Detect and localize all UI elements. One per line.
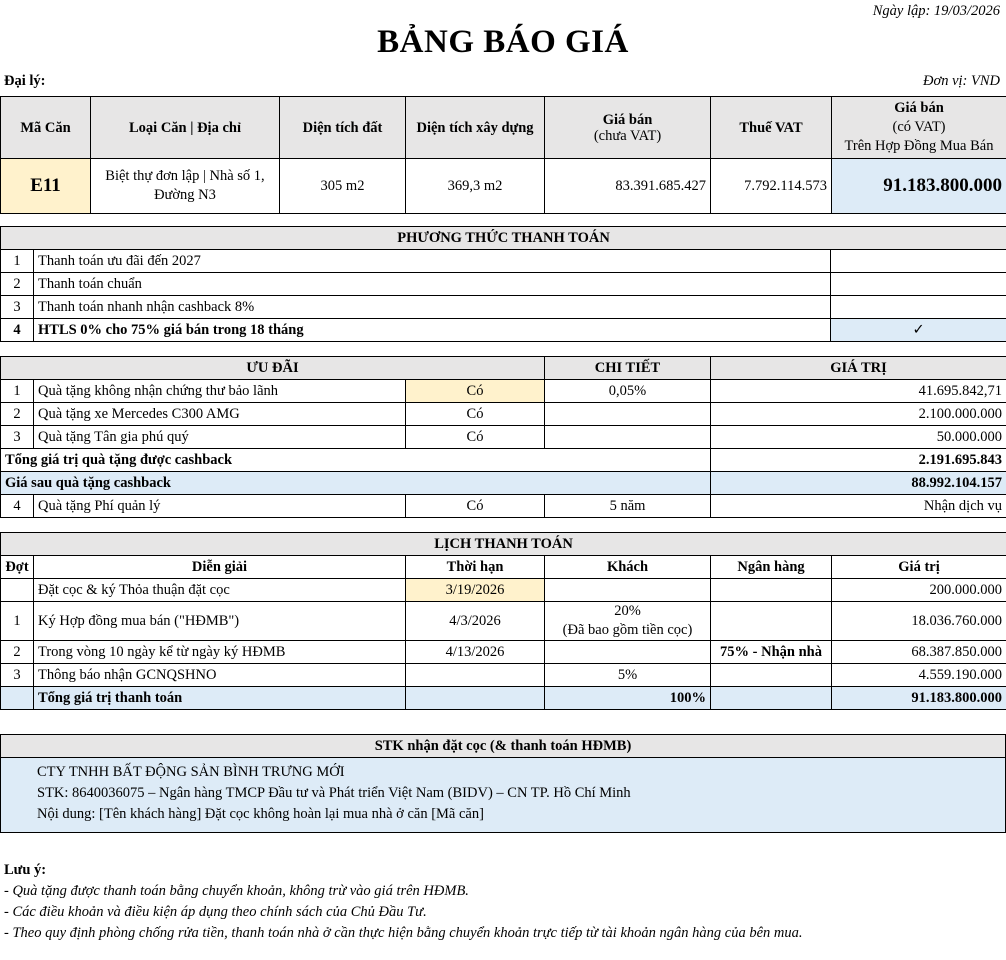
schedule-bank <box>711 602 832 641</box>
header-vat: Thuế VAT <box>711 97 832 159</box>
schedule-value: 18.036.760.000 <box>832 602 1006 641</box>
currency-unit: Đơn vị: VND <box>922 73 1000 89</box>
price-table <box>0 96 1006 214</box>
payment-method-no: 3 <box>1 296 34 319</box>
schedule-header-due: Thời hạn <box>406 556 545 579</box>
schedule-due: 4/3/2026 <box>406 602 545 641</box>
offers-header-value: GIÁ TRỊ <box>711 357 1006 380</box>
table-row <box>1 426 1006 449</box>
offer-status: Có <box>406 495 545 518</box>
table-row <box>1 641 1006 664</box>
payment-method-label: Thanh toán ưu đãi đến 2027 <box>34 250 831 273</box>
schedule-bank <box>711 579 832 602</box>
header-total-line1: Giá bán <box>894 100 944 116</box>
table-row <box>1 403 1006 426</box>
offers-total-value: 2.191.695.843 <box>711 449 1006 472</box>
unit-type <box>91 159 280 214</box>
schedule-bank: 75% - Nhận nhà <box>711 641 832 664</box>
offer-value: 41.695.842,71 <box>711 380 1006 403</box>
unit-type-line1: Biệt thự đơn lập | Nhà số 1, <box>105 168 265 184</box>
schedule-desc: Ký Hợp đồng mua bán ("HĐMB") <box>34 602 406 641</box>
offers-total-label: Tổng giá trị quà tặng được cashback <box>1 449 711 472</box>
offer-detail: 0,05% <box>545 380 711 403</box>
offer-no: 4 <box>1 495 34 518</box>
schedule-no <box>1 579 34 602</box>
bank-company-name: CTY TNHH BẤT ĐỘNG SẢN BÌNH TRƯNG MỚI <box>37 764 345 780</box>
header-type: Loại Căn | Địa chỉ <box>91 97 280 159</box>
bank-info-title: STK nhận đặt cọc (& thanh toán HĐMB) <box>1 735 1006 758</box>
issue-date: Ngày lập: 19/03/2026 <box>872 3 1000 19</box>
list-item <box>1 250 1006 273</box>
payment-method-label: Thanh toán chuẩn <box>34 273 831 296</box>
payment-method-check <box>831 296 1006 319</box>
schedule-value: 200.000.000 <box>832 579 1006 602</box>
schedule-customer-note: (Đã bao gồm tiền cọc) <box>562 622 693 638</box>
header-price-line2: (chưa VAT) <box>593 127 662 144</box>
bank-info-body <box>1 758 1006 833</box>
list-item <box>1 296 1006 319</box>
payment-method-no: 1 <box>1 250 34 273</box>
offer-value: 2.100.000.000 <box>711 403 1006 426</box>
unit-land-area: 305 m2 <box>280 159 406 214</box>
schedule-due <box>406 664 545 687</box>
schedule-header-customer: Khách <box>545 556 711 579</box>
offer-label: Quà tặng Phí quản lý <box>34 495 406 518</box>
offer-no: 1 <box>1 380 34 403</box>
checkmark-icon: ✓ <box>831 319 1006 342</box>
schedule-title: LỊCH THANH TOÁN <box>1 533 1006 556</box>
header-price-line1: Giá bán <box>602 111 653 128</box>
schedule-header-value: Giá trị <box>832 556 1006 579</box>
bank-transfer-content: Nội dung: [Tên khách hàng] Đặt cọc không hoàn lại mua nhà ở căn [Mã căn] <box>37 806 484 822</box>
schedule-customer <box>545 602 711 641</box>
list-item <box>1 273 1006 296</box>
offer-status: Có <box>406 426 545 449</box>
payment-methods-table <box>0 226 1006 342</box>
table-row <box>1 380 1006 403</box>
payment-method-label: Thanh toán nhanh nhận cashback 8% <box>34 296 831 319</box>
payment-method-no: 4 <box>1 319 34 342</box>
unit-build-area: 369,3 m2 <box>406 159 545 214</box>
schedule-no: 1 <box>1 602 34 641</box>
offers-header-detail: CHI TIẾT <box>545 357 711 380</box>
schedule-due: 4/13/2026 <box>406 641 545 664</box>
notes-section <box>4 860 803 944</box>
offer-no: 2 <box>1 403 34 426</box>
header-code: Mã Căn <box>1 97 91 159</box>
schedule-total-value: 91.183.800.000 <box>832 687 1006 710</box>
notes-title: Lưu ý: <box>4 862 47 878</box>
schedule-customer: 5% <box>545 664 711 687</box>
price-after-cashback-value: 88.992.104.157 <box>711 472 1006 495</box>
payment-method-label: HTLS 0% cho 75% giá bán trong 18 tháng <box>34 319 831 342</box>
schedule-value: 68.387.850.000 <box>832 641 1006 664</box>
offer-no: 3 <box>1 426 34 449</box>
agent-label: Đại lý: <box>4 73 46 89</box>
schedule-desc: Đặt cọc & ký Thỏa thuận đặt cọc <box>34 579 406 602</box>
header-price-with-vat <box>832 97 1006 159</box>
offer-status: Có <box>406 403 545 426</box>
payment-schedule-table <box>0 532 1006 710</box>
offers-header-name: ƯU ĐÃI <box>1 357 545 380</box>
header-total-line3: Trên Hợp Đồng Mua Bán <box>844 138 994 154</box>
page-title: BẢNG BÁO GIÁ <box>377 24 629 60</box>
header-total-line2: (có VAT) <box>892 119 946 135</box>
note-item: - Quà tặng được thanh toán bằng chuyển khoản, không trừ vào giá trên HĐMB. <box>4 883 469 899</box>
schedule-customer <box>545 641 711 664</box>
bank-info-table <box>0 734 1006 833</box>
schedule-total-row <box>1 687 1006 710</box>
offer-label: Quà tặng Tân gia phú quý <box>34 426 406 449</box>
note-item: - Các điều khoản và điều kiện áp dụng theo chính sách của Chủ Đầu Tư. <box>4 904 427 920</box>
offer-value: Nhận dịch vụ <box>711 495 1006 518</box>
payment-method-check <box>831 250 1006 273</box>
price-after-cashback-label: Giá sau quà tặng cashback <box>1 472 711 495</box>
offer-status: Có <box>406 380 545 403</box>
schedule-customer <box>545 579 711 602</box>
schedule-total-empty <box>406 687 545 710</box>
offers-table <box>0 356 1006 518</box>
offers-total-row <box>1 449 1006 472</box>
payment-method-no: 2 <box>1 273 34 296</box>
offer-value: 50.000.000 <box>711 426 1006 449</box>
offer-detail: 5 năm <box>545 495 711 518</box>
schedule-header-bank: Ngân hàng <box>711 556 832 579</box>
offer-detail <box>545 403 711 426</box>
offer-detail <box>545 426 711 449</box>
schedule-no: 2 <box>1 641 34 664</box>
note-item: - Theo quy định phòng chống rửa tiền, thanh toán nhà ở cần thực hiện bằng chuyển khoản trực tiếp từ tài khoản ngân hàng của bên mua. <box>4 925 803 941</box>
payment-method-check <box>831 273 1006 296</box>
offer-label: Quà tặng xe Mercedes C300 AMG <box>34 403 406 426</box>
table-row <box>1 664 1006 687</box>
schedule-header-desc: Diễn giải <box>34 556 406 579</box>
header-price-no-vat <box>545 97 711 159</box>
schedule-due: 3/19/2026 <box>406 579 545 602</box>
payment-methods-title: PHƯƠNG THỨC THANH TOÁN <box>1 227 1006 250</box>
price-after-cashback-row <box>1 472 1006 495</box>
schedule-bank <box>711 664 832 687</box>
unit-vat: 7.792.114.573 <box>711 159 832 214</box>
table-row <box>1 495 1006 518</box>
unit-type-line2: Đường N3 <box>154 187 216 203</box>
unit-code: E11 <box>1 159 91 214</box>
unit-price: 83.391.685.427 <box>545 159 711 214</box>
schedule-total-label: Tổng giá trị thanh toán <box>34 687 406 710</box>
table-row <box>1 579 1006 602</box>
list-item <box>1 319 1006 342</box>
schedule-header-no: Đợt <box>1 556 34 579</box>
table-row <box>1 602 1006 641</box>
unit-total-price: 91.183.800.000 <box>832 159 1006 214</box>
schedule-total-spacer <box>1 687 34 710</box>
schedule-total-empty <box>711 687 832 710</box>
header-build-area: Diện tích xây dựng <box>406 97 545 159</box>
bank-account-number: STK: 8640036075 – Ngân hàng TMCP Đầu tư và Phát triển Việt Nam (BIDV) – CN TP. Hồ Chí Minh <box>37 785 631 801</box>
schedule-value: 4.559.190.000 <box>832 664 1006 687</box>
schedule-total-pct: 100% <box>545 687 711 710</box>
schedule-desc: Thông báo nhận GCNQSHNO <box>34 664 406 687</box>
header-land-area: Diện tích đất <box>280 97 406 159</box>
schedule-desc: Trong vòng 10 ngày kể từ ngày ký HĐMB <box>34 641 406 664</box>
schedule-customer-pct: 20% <box>614 603 641 619</box>
offer-label: Quà tặng không nhận chứng thư bảo lãnh <box>34 380 406 403</box>
schedule-no: 3 <box>1 664 34 687</box>
